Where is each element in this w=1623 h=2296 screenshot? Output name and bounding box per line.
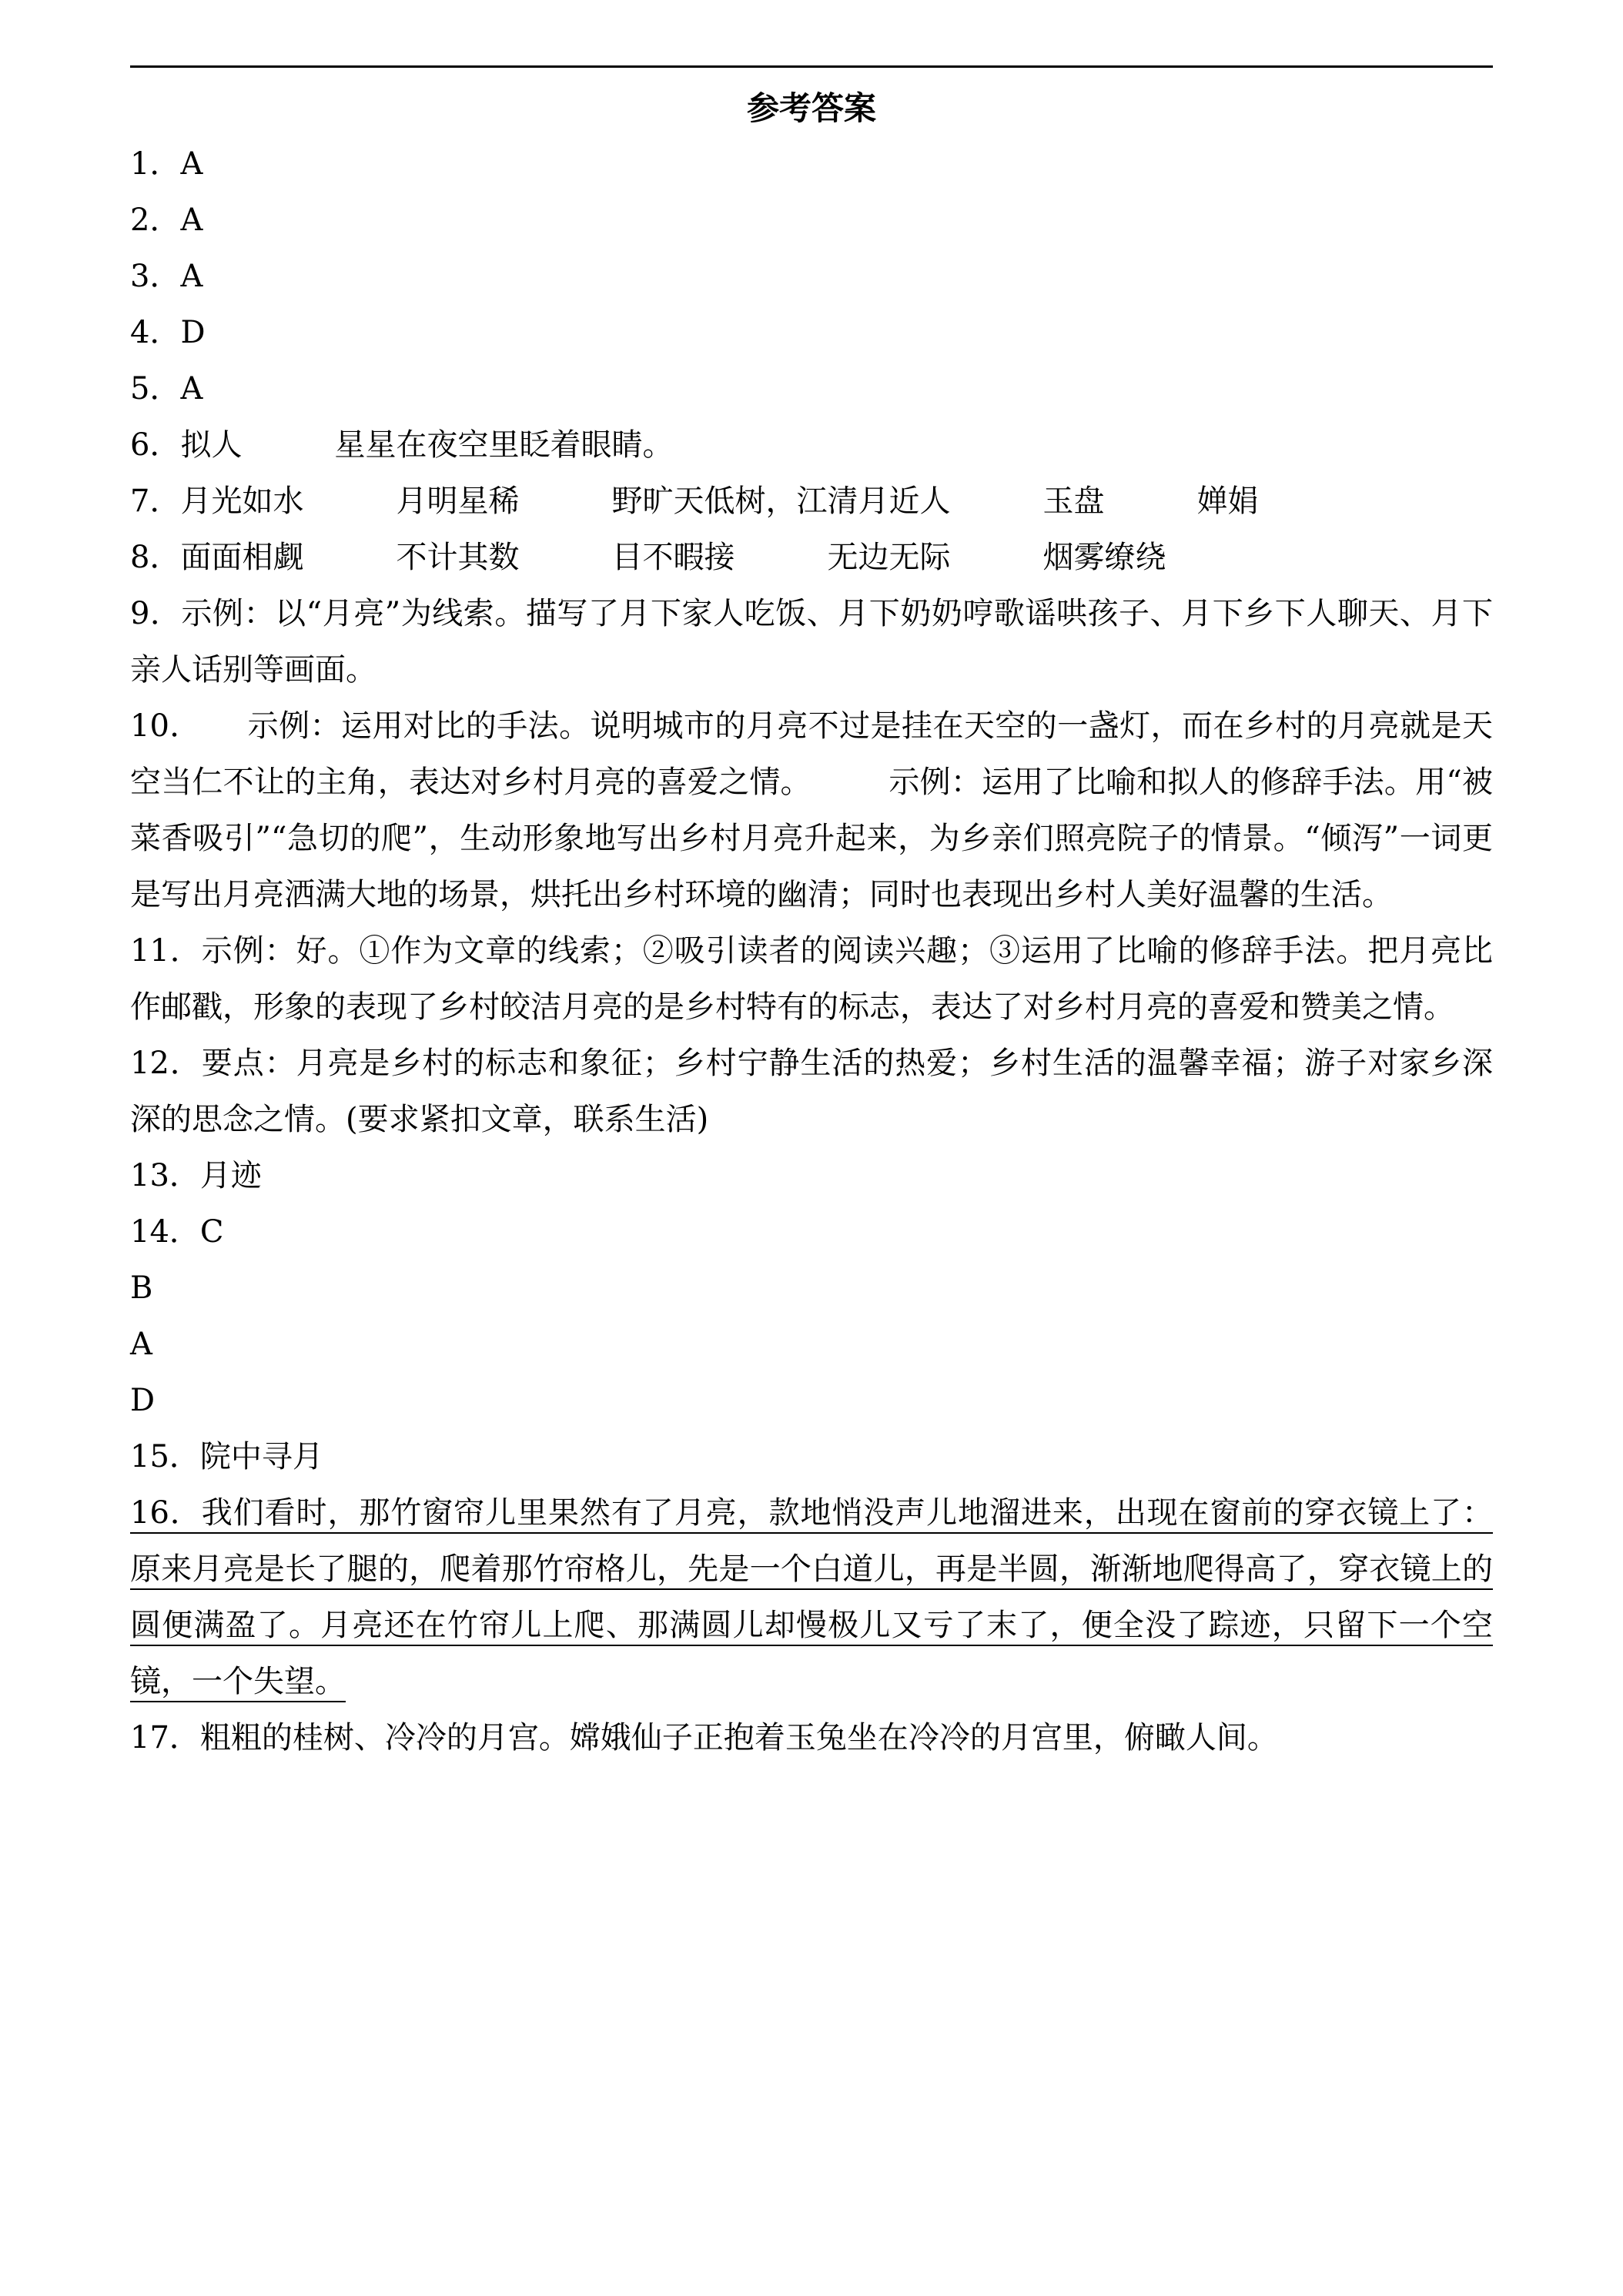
answer-paragraph: 6．拟人 星星在夜空里眨着眼睛。	[130, 427, 674, 463]
answer-paragraph: 1．A	[130, 146, 203, 182]
answer-paragraph: 16．我们看时，那竹窗帘儿里果然有了月亮，款地悄没声儿地溜进来，出现在窗前的穿衣镜上了：原来月亮是长了腿的，爬着那竹帘格儿，先是一个白道儿，再是半圆，渐渐地爬得高了，穿衣镜上的圆便满盈了。月亮还在竹帘儿上爬、那满圆儿却慢极儿又亏了末了，便全没了踪迹，只留下一个空镜，一个失望。	[130, 1495, 1493, 1699]
answer-list	[130, 136, 1493, 1766]
answer-paragraph: 11．示例：好。①作为文章的线索；②吸引读者的阅读兴趣；③运用了比喻的修辞手法。把月亮比作邮戳，形象的表现了乡村皎洁月亮的是乡村特有的标志，表达了对乡村月亮的喜爱和赞美之情。	[130, 933, 1493, 1025]
answer-paragraph: 10． 示例：运用对比的手法。说明城市的月亮不过是挂在天空的一盏灯，而在乡村的月亮就是天空当仁不让的主角，表达对乡村月亮的喜爱之情。 示例：运用了比喻和拟人的修辞手法。用“被菜香吸引”“急切的爬”，生动形象地写出乡村月亮升起来，为乡亲们照亮院子的情景。“倾泻”一词更是写出月亮洒满大地的场景，烘托出乡村环境的幽清；同时也表现出乡村人美好温馨的生活。	[130, 708, 1493, 912]
answer-paragraph: A	[130, 1327, 152, 1362]
answer-paragraph: 5．A	[130, 371, 203, 407]
answer-paragraph: 15．院中寻月	[130, 1439, 323, 1474]
answer-paragraph: 8．面面相觑 不计其数 目不暇接 无边无际 烟雾缭绕	[130, 540, 1166, 575]
answer-paragraph: 13．月迹	[130, 1158, 262, 1193]
answer-paragraph: 14．C	[130, 1214, 224, 1250]
answer-paragraph: D	[130, 1383, 156, 1418]
answer-paragraph: 3．A	[130, 259, 203, 294]
answer-paragraph: 9．示例：以“月亮”为线索。描写了月下家人吃饭、月下奶奶哼歌谣哄孩子、月下乡下人聊天、月下亲人话别等画面。	[130, 596, 1493, 688]
answer-paragraph: 12．要点：月亮是乡村的标志和象征；乡村宁静生活的热爱；乡村生活的温馨幸福；游子对家乡深深的思念之情。(要求紧扣文章，联系生活)	[130, 1046, 1493, 1137]
answer-paragraph: 4．D	[130, 315, 206, 350]
answer-paragraph: 2．A	[130, 202, 203, 238]
header-divider	[130, 65, 1493, 68]
answer-paragraph: 7．月光如水 月明星稀 野旷天低树，江清月近人 玉盘 婵娟	[130, 484, 1259, 519]
page-title: 参考答案	[746, 89, 876, 127]
answer-paragraph: B	[130, 1270, 153, 1306]
answer-paragraph: 17．粗粗的桂树、冷冷的月宫。嫦娥仙子正抱着玉兔坐在冷冷的月宫里，俯瞰人间。	[130, 1720, 1278, 1755]
